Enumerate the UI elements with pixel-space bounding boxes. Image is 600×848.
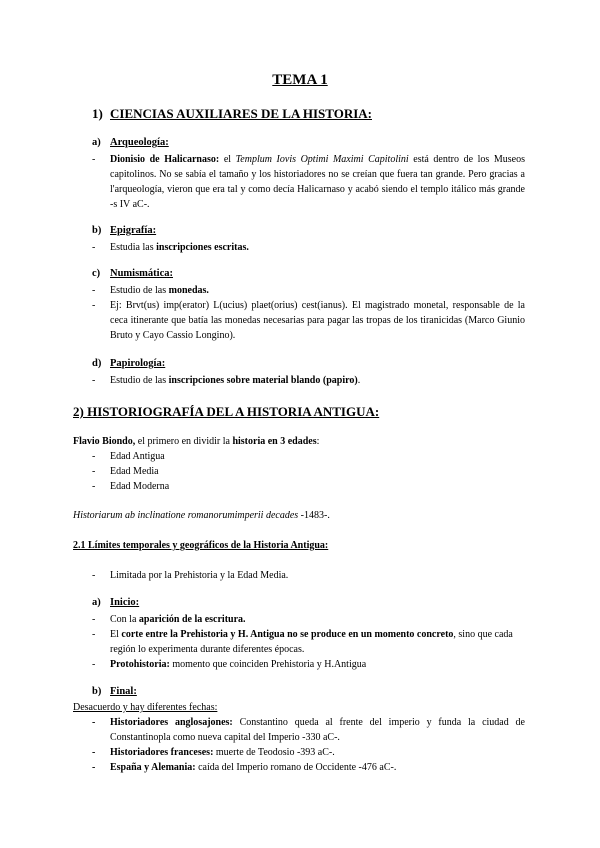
arqueologia-item <box>110 152 525 212</box>
papiro-bold: inscripciones sobre material blando (papiro) <box>168 375 358 386</box>
franceses-text: muerte de Teodosio -393 aC-. <box>213 747 335 758</box>
inicio-letter: a) <box>92 597 101 608</box>
dionisio-label: Dionisio de Halicarnaso: <box>110 154 220 165</box>
protohistoria-bold: Protohistoria: <box>110 659 170 670</box>
biondo-work-date: -1483-. <box>298 510 330 521</box>
espana-alemania-text: caída del Imperio romano de Occidente -476 aC-. <box>195 762 397 773</box>
tres-edades-bold: historia en 3 edades <box>232 436 317 447</box>
papirologia-item <box>110 373 525 388</box>
numismatica-text: Estudio de las <box>110 285 169 296</box>
bullet-dash: - <box>92 614 96 625</box>
bullet-dash: - <box>92 242 96 253</box>
arqueologia-text-pre: el <box>219 154 236 165</box>
flavio-name: Flavio Biondo, <box>73 436 136 447</box>
corte-text-post: , sino que cada región lo experimenta durante diferentes épocas. <box>110 629 513 655</box>
epigrafia-bold: inscripciones escritas. <box>156 242 249 253</box>
final-item-1 <box>110 715 525 745</box>
epigrafia-item <box>110 240 525 255</box>
numismatica-heading: Numismática: <box>110 268 173 279</box>
flavio-biondo-line <box>73 434 533 449</box>
inicio-text: Con la <box>110 614 139 625</box>
anglosajones-text: Constantino queda al frente del imperio y funda la ciudad de Constantinopla como nueva capital del Imperio -330 aC-. <box>110 717 525 743</box>
anglosajones-bold: Historiadores anglosajones: <box>110 717 233 728</box>
final-item-3 <box>110 760 525 775</box>
biondo-work-title: Historiarum ab inclinatione romanorumimperii decades <box>73 510 299 521</box>
section-2-heading: 2) HISTORIOGRAFÍA DEL A HISTORIA ANTIGUA: <box>73 404 380 419</box>
bullet-dash: - <box>92 285 96 296</box>
biondo-work-line <box>73 508 533 523</box>
bullet-dash: - <box>92 466 96 477</box>
papirologia-heading: Papirología: <box>110 358 166 369</box>
papirologia-end: . <box>357 375 361 386</box>
bullet-dash: - <box>92 375 96 386</box>
monedas-bold: monedas. <box>168 285 209 296</box>
protohistoria-text: momento que coinciden Prehistoria y H.Antigua <box>169 659 367 670</box>
templum-name: Templum Iovis Optimi Maximi Capitolini <box>235 154 409 165</box>
numismatica-item-2: Ej: Brvt(us) imp(erator) L(ucius) plaet(orius) cest(ianus). El magistrado monetal, responsable de la ceca itinerante que batía las monedas necesarias para pagar las tropas de los tiranicidas (Marco Giunio Bruto y Cayo Cassio Longino). <box>110 300 525 341</box>
final-letter: b) <box>92 686 102 697</box>
final-item-2 <box>110 745 525 760</box>
numismatica-letter: c) <box>92 268 101 279</box>
flavio-text: el primero en dividir la <box>135 436 233 447</box>
section-1-number: 1) <box>92 106 103 121</box>
bullet-dash: - <box>92 300 96 311</box>
corte-bold: corte entre la Prehistoria y H. Antigua no se produce en un momento concreto <box>121 629 454 640</box>
section-1-heading: CIENCIAS AUXILIARES DE LA HISTORIA: <box>110 106 372 121</box>
bullet-dash: - <box>92 659 96 670</box>
epigrafia-heading: Epigrafía: <box>110 225 157 236</box>
page-title: TEMA 1 <box>272 72 328 88</box>
arqueologia-heading: Arqueología: <box>110 137 169 148</box>
bullet-dash: - <box>92 747 96 758</box>
inicio-item-1 <box>110 612 525 627</box>
desacuerdo-line: Desacuerdo y hay diferentes fechas: <box>73 702 218 713</box>
edad-item: Edad Media <box>110 466 159 477</box>
epigrafia-text: Estudia las <box>110 242 157 253</box>
papirologia-letter: d) <box>92 358 102 369</box>
corte-text-pre: El <box>110 629 122 640</box>
bullet-dash: - <box>92 570 96 581</box>
bullet-dash: - <box>92 481 96 492</box>
bullet-dash: - <box>92 629 96 640</box>
bullet-dash: - <box>92 717 96 728</box>
edad-item: Edad Moderna <box>110 481 170 492</box>
edad-item: Edad Antigua <box>110 451 165 462</box>
numismatica-item-1 <box>110 283 525 298</box>
flavio-end: : <box>316 436 320 447</box>
franceses-bold: Historiadores franceses: <box>110 747 214 758</box>
espana-alemania-bold: España y Alemania: <box>110 762 196 773</box>
bullet-dash: - <box>92 451 96 462</box>
bullet-dash: - <box>92 154 96 165</box>
epigrafia-letter: b) <box>92 225 102 236</box>
final-heading: Final: <box>110 686 137 697</box>
limitada-item: Limitada por la Prehistoria y la Edad Media. <box>110 570 289 581</box>
subsection-2-1-heading: 2.1 Límites temporales y geográficos de la Historia Antigua: <box>73 540 329 551</box>
bullet-dash: - <box>92 762 96 773</box>
arqueologia-letter: a) <box>92 137 101 148</box>
inicio-item-2 <box>110 627 525 657</box>
escritura-bold: aparición de la escritura. <box>138 614 246 625</box>
papirologia-text: Estudio de las <box>110 375 169 386</box>
arqueologia-text-post: está dentro de los Museos capitolinos. No se sabía el tamaño y los historiadores no se creían que fuera tan grande. Pero gracias a l'arqueología, vieron que era tal y como decía Halicarnaso y acabó siendo el templo itálico más grande -s IV aC-. <box>110 154 525 210</box>
inicio-item-3 <box>110 657 525 672</box>
inicio-heading: Inicio: <box>110 597 140 608</box>
